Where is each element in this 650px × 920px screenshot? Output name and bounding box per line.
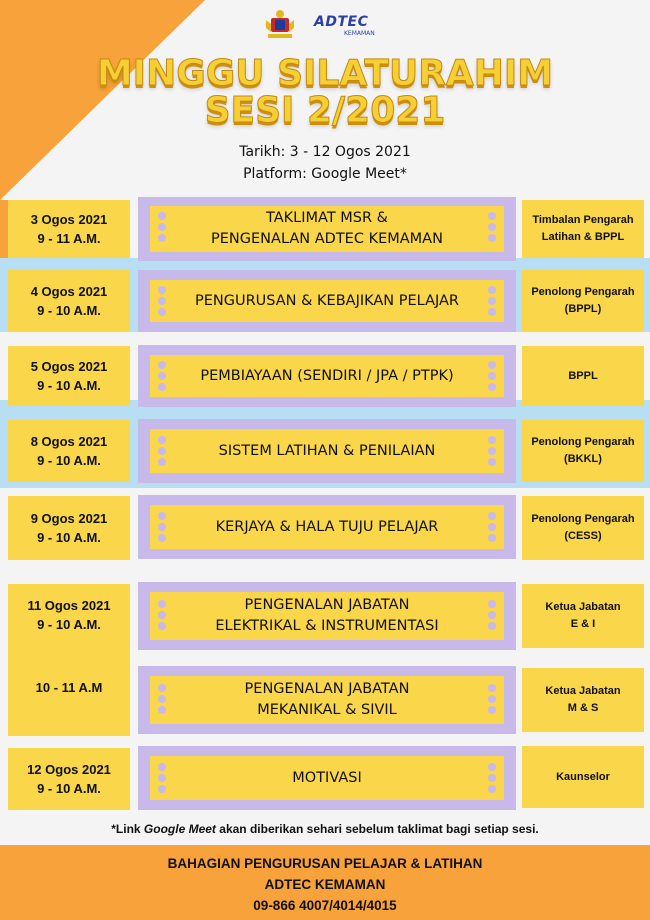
session-topic-box [150,676,504,724]
session-date: 8 Ogos 2021 [30,434,108,449]
session-topic: PENGENALAN JABATAN [244,597,410,613]
footer-organization: BAHAGIAN PENGURUSAN PELAJAR & LATIHAN [167,856,483,871]
decor-dot [488,611,496,619]
session-speaker: BPPL [568,369,598,382]
footnote [0,822,650,836]
logos [262,8,392,42]
decor-dot [488,785,496,793]
decor-dot [158,458,166,466]
session-date: 11 Ogos 2021 [27,598,111,613]
decor-dot [488,523,496,531]
session-time: 9 - 10 A.M. [37,303,101,318]
decor-dot [158,534,166,542]
decor-dot [488,234,496,242]
decor-dot [488,223,496,231]
session-speaker-box [522,346,644,406]
session-speaker: (BPPL) [564,303,602,315]
decor-dot [158,223,166,231]
session-time: 9 - 10 A.M. [37,617,101,632]
session-speaker: Penolong Pengarah [531,286,635,298]
session-speaker: Ketua Jabatan [545,601,621,613]
session-topic: PENGENALAN ADTEC KEMAMAN [211,231,443,247]
session-speaker-box [522,270,644,332]
event-date: Tarikh: 3 - 12 Ogos 2021 [239,144,411,160]
decor-dot [488,695,496,703]
decor-dot [488,212,496,220]
decor-dot [488,361,496,369]
decor-dot [488,512,496,520]
adtec-logo-subtext: KEMAMAN [344,30,375,37]
session-topic-box [150,756,504,800]
decor-dot [158,611,166,619]
decor-dot [488,286,496,294]
session-topic-box [150,280,504,322]
session-topic: PEMBIAYAAN (SENDIRI / JPA / PTPK) [200,367,454,384]
session-speaker: M & S [567,702,599,714]
decor-dot [488,534,496,542]
session-speaker: Ketua Jabatan [545,685,621,697]
session-time: 9 - 10 A.M. [37,378,101,393]
title-line-1: MINGGU SILATURAHIM [96,53,554,94]
decor-dot [158,684,166,692]
decor-dot [158,600,166,608]
malaysia-crest-icon [262,8,298,42]
session-date: 4 Ogos 2021 [30,284,108,299]
session-date-box [8,584,130,736]
adtec-logo [310,12,390,40]
decor-dot [158,297,166,305]
session-date-box [8,748,130,810]
decor-dot [488,684,496,692]
session-speaker: Penolong Pengarah [531,436,635,448]
session-topic-box [150,355,504,397]
decor-dot [158,383,166,391]
footnote-suffix: akan diberikan sehari sebelum taklimat bagi setiap sesi. [215,822,539,836]
decor-dot [488,436,496,444]
decor-dot [488,372,496,380]
decor-dot [488,458,496,466]
session-speaker-box [522,584,644,648]
decor-dot [158,523,166,531]
decor-dot [488,622,496,630]
session-speaker: (CESS) [564,530,602,542]
session-time: 9 - 10 A.M. [37,781,101,796]
session-date: 9 Ogos 2021 [30,511,108,526]
session-date: 5 Ogos 2021 [30,359,108,374]
title-line-2: SESI 2/2021 [204,90,446,131]
session-topic: MEKANIKAL & SIVIL [257,702,397,718]
session-time: 9 - 10 A.M. [37,530,101,545]
session-topic: MOTIVASI [292,769,362,786]
session-speaker: (BKKL) [564,453,602,465]
decor-dot [488,763,496,771]
decor-dot [158,447,166,455]
decor-dot [158,763,166,771]
session-date: 3 Ogos 2021 [30,212,108,227]
session-date: 12 Ogos 2021 [27,762,111,777]
session-time: 9 - 10 A.M. [37,453,101,468]
session-topic: SISTEM LATIHAN & PENILAIAN [218,442,436,459]
decor-dot [158,372,166,380]
session-topic-box [150,429,504,473]
decor-dot [158,706,166,714]
session-date-box [8,496,130,560]
decor-dot [158,234,166,242]
session-time: 9 - 11 A.M. [37,231,101,246]
session-speaker-box [522,420,644,482]
session-topic: ELEKTRIKAL & INSTRUMENTASI [215,618,439,634]
session-speaker: Timbalan Pengarah [532,214,634,226]
decor-dot [488,774,496,782]
decor-dot [158,695,166,703]
decor-dot [158,286,166,294]
decor-dot [488,297,496,305]
session-topic-box [150,505,504,549]
decor-dot [158,436,166,444]
session-time: 10 - 11 A.M [35,680,103,695]
session-speaker: Penolong Pengarah [531,513,635,525]
decor-dot [158,785,166,793]
session-speaker-box [522,496,644,560]
footnote-prefix: *Link [111,822,144,836]
session-date-box [8,200,130,258]
event-platform: Platform: Google Meet* [243,166,407,182]
decor-dot [158,774,166,782]
decor-dot [158,212,166,220]
decor-dot [158,622,166,630]
footer-institution: ADTEC KEMAMAN [264,877,386,892]
footer-phone: 09-866 4007/4014/4015 [253,898,397,913]
session-speaker-box [522,668,644,732]
decor-dot [158,512,166,520]
session-speaker-box [522,200,644,258]
session-date-box [8,270,130,332]
decor-dot [488,447,496,455]
decor-dot [488,383,496,391]
decor-dot [488,308,496,316]
session-topic: KERJAYA & HALA TUJU PELAJAR [215,518,439,535]
session-topic: PENGURUSAN & KEBAJIKAN PELAJAR [194,292,460,309]
session-speaker: Kaunselor [556,770,610,783]
session-date-box [8,420,130,482]
decor-dot [488,600,496,608]
session-speaker-box [522,746,644,808]
session-speaker: Latihan & BPPL [541,231,625,243]
session-topic-box [150,592,504,640]
session-speaker: E & I [570,618,596,630]
session-topic: PENGENALAN JABATAN [244,681,410,697]
session-date-box [8,346,130,406]
session-topic: TAKLIMAT MSR & [266,210,388,226]
decor-dot [158,361,166,369]
decor-dot [488,706,496,714]
decor-dot [158,308,166,316]
footnote-emphasis: Google Meet [143,822,216,836]
session-topic-box [150,206,504,252]
adtec-logo-text: ADTEC [314,14,369,30]
